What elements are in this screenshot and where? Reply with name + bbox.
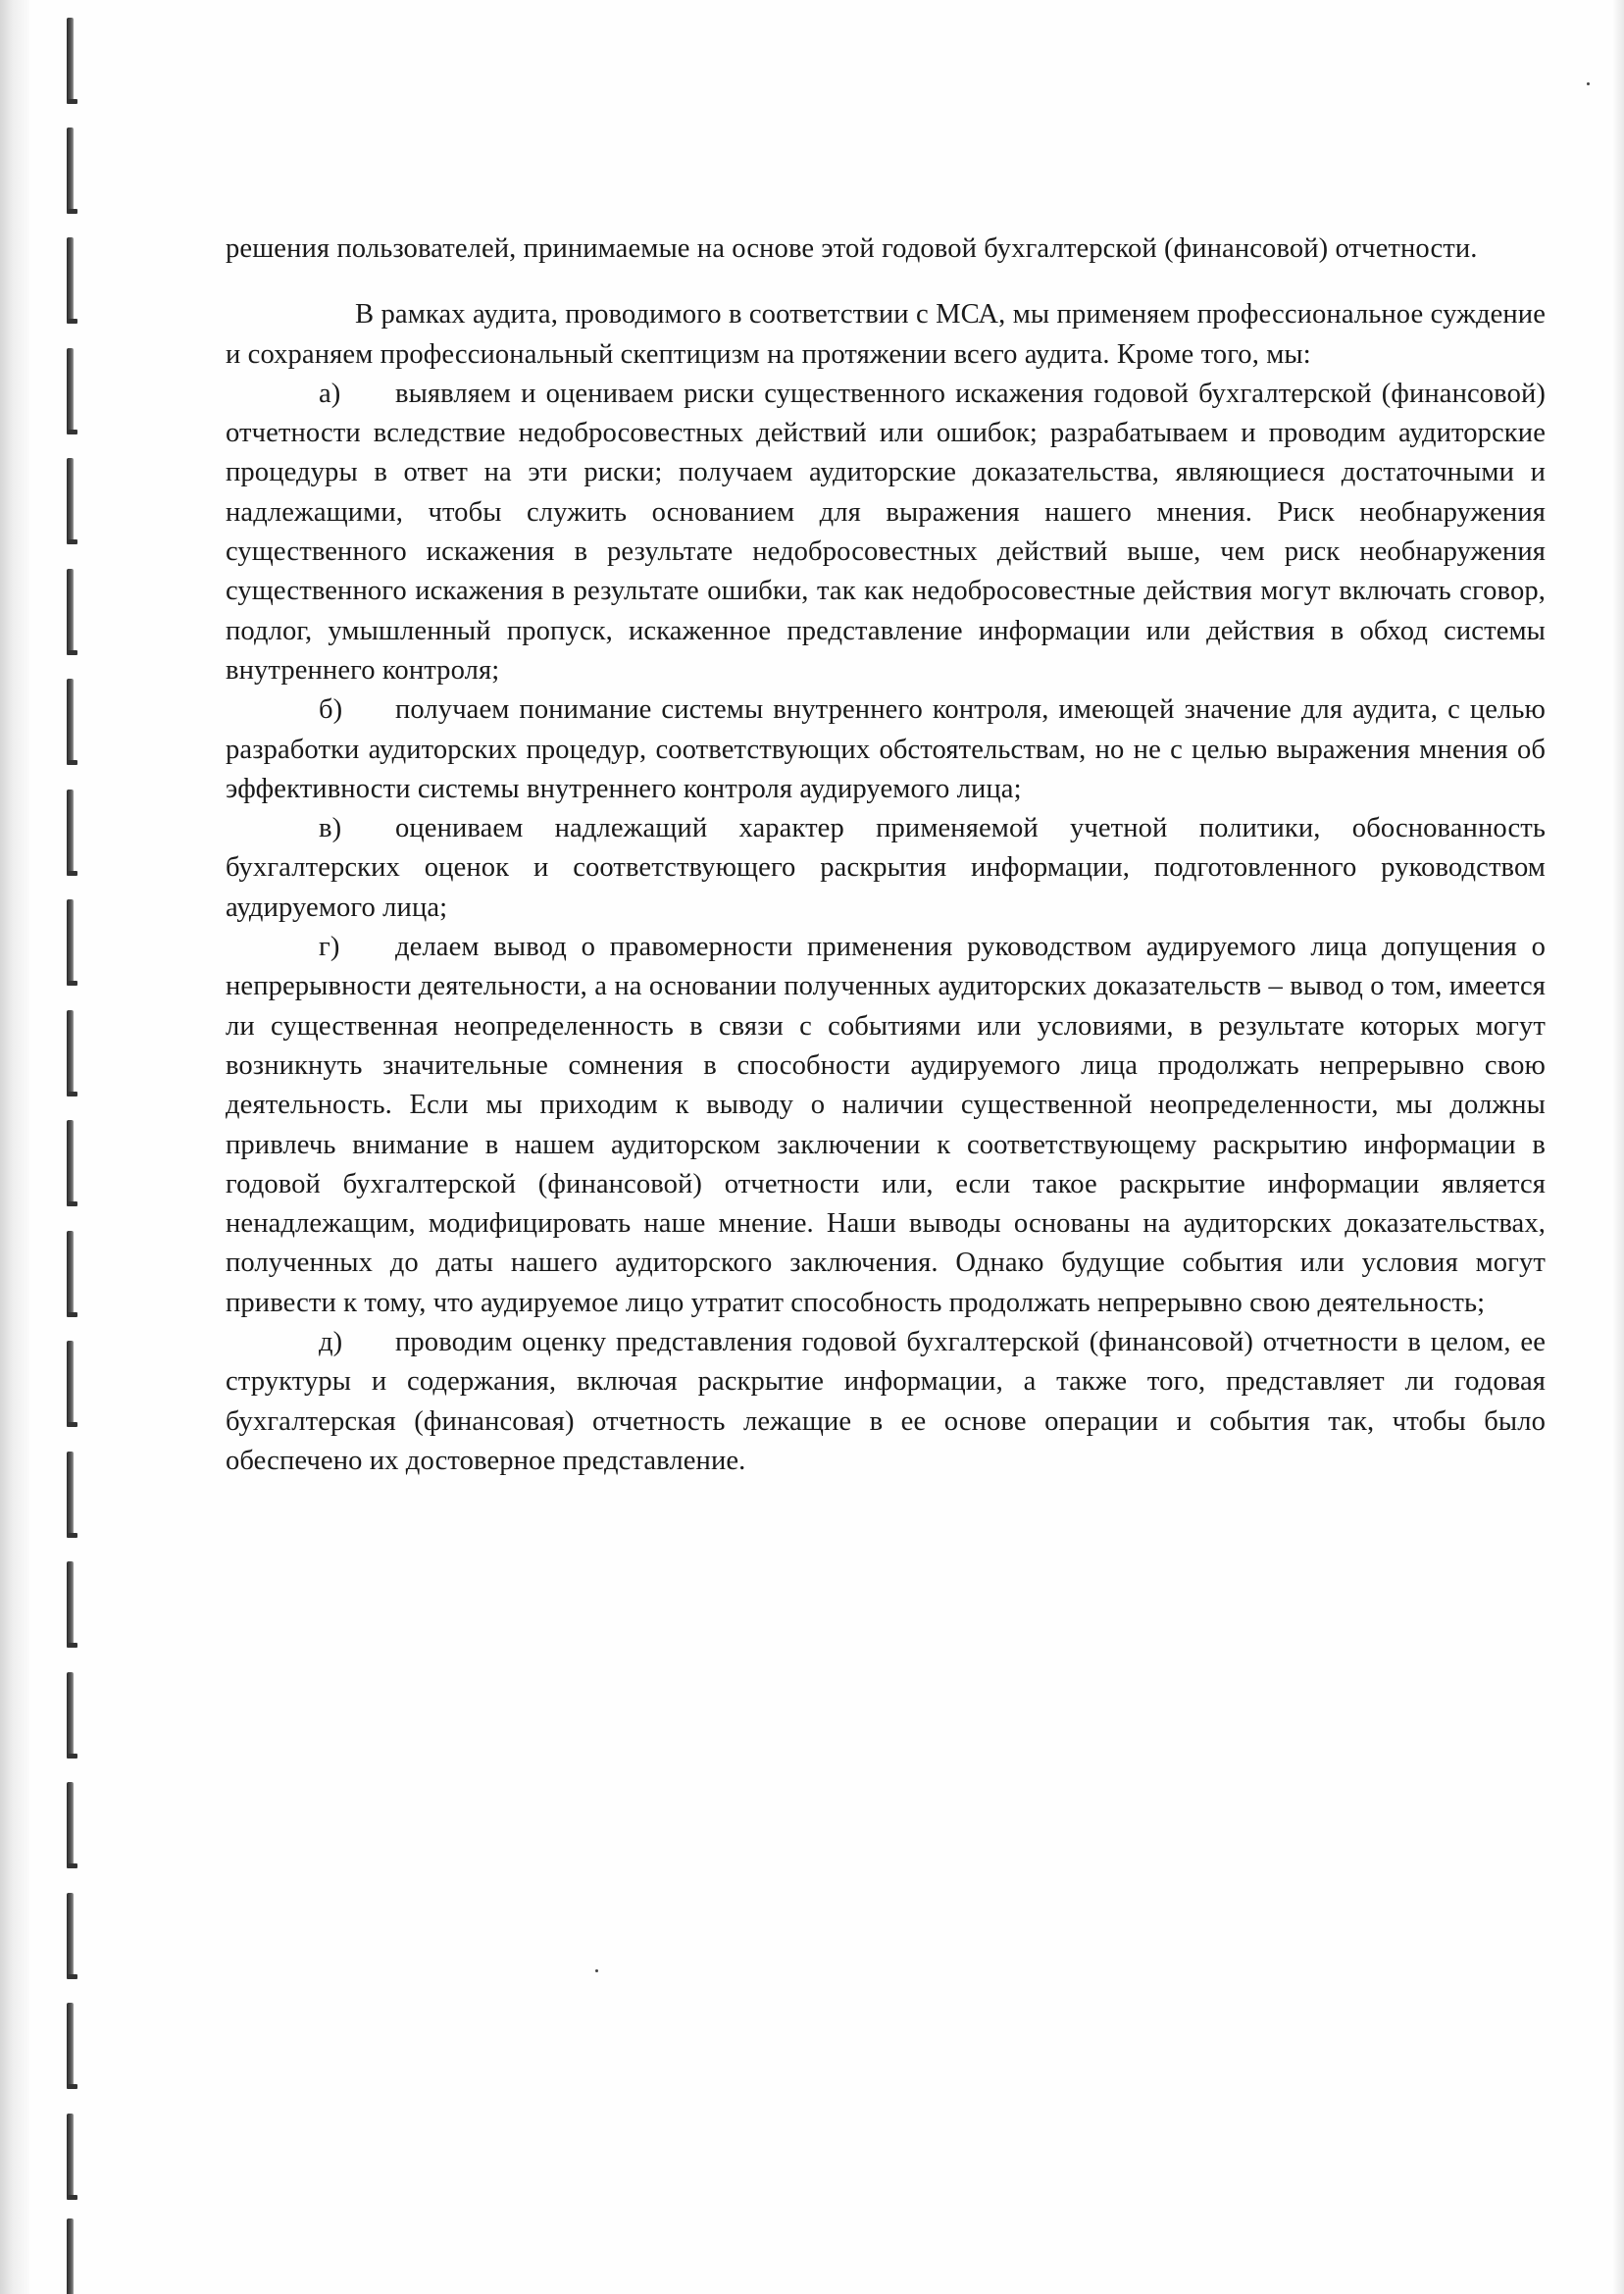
- list-item: [226, 809, 1546, 928]
- list-item-letter: а): [319, 378, 341, 409]
- binding-hole: [67, 1782, 74, 1866]
- list-item: [226, 1323, 1546, 1481]
- binding-hole: [67, 899, 74, 984]
- list-item-text: выявляем и оцениваем риски существенного искажения годовой бухгалтерской (финансовой) отчетности вследствие недобросовестных действий или ошибок; разрабатываем и проводим аудиторские процедуры в ответ на эти риски; получаем аудиторские доказательства, являющиеся достаточными и надлежащими, чтобы служить основанием для выражения нашего мнения. Риск необнаружения существенного искажения в результате недобросовестных действий выше, чем риск необнаружения существенного искажения в результате ошибки, так как недобросовестные действия могут включать сговор, подлог, умышленный пропуск, искаженное представление информации или действия в обход системы внутреннего контроля;: [226, 378, 1546, 686]
- binding-hole: [67, 679, 74, 763]
- list-item: [226, 928, 1546, 1323]
- scan-speck: [1587, 82, 1590, 85]
- binding-hole: [67, 790, 74, 874]
- binding-hole: [67, 1672, 74, 1757]
- list-item-text: оцениваем надлежащий характер применяемой учетной политики, обоснованность бухгалтерских оценок и соответствующего раскрытия информации, подготовленного руководством аудируемого лица;: [226, 813, 1546, 923]
- list-item: [226, 690, 1546, 809]
- binding-hole: [67, 2114, 74, 2198]
- page-right-edge: [1612, 0, 1624, 2294]
- list-item-letter: в): [319, 813, 342, 844]
- scan-speck: [595, 1969, 598, 1972]
- binding-hole: [67, 1010, 74, 1095]
- binding-hole: [67, 2003, 74, 2087]
- list-item-letter: г): [319, 932, 340, 963]
- list-item-text: получаем понимание системы внутреннего контроля, имеющей значение для аудита, с целью разработки аудиторских процедур, соответствующих обстоятельствам, но не с целью выражения мнения об эффективности системы внутреннего контроля аудируемого лица;: [226, 694, 1546, 804]
- list-item-letter: д): [319, 1327, 343, 1358]
- binding-holes: [67, 0, 82, 2294]
- list-item-text: делаем вывод о правомерности применения руководством аудируемого лица допущения о непрерывности деятельности, а на основании полученных аудиторских доказательств – вывод о том, имеется ли существенная неопределенность в связи с событиями или условиями, в результате которых могут возникнуть значительные сомнения в способности аудируемого лица продолжать непрерывно свою деятельность. Если мы приходим к выводу о наличии существенной неопределенности, мы должны привлечь внимание в нашем аудиторском заключении к соответствующему раскрытию информации в годовой бухгалтерской (финансовой) отчетности или, если такое раскрытие информации является ненадлежащим, модифицировать наше мнение. Наши выводы основаны на аудиторских доказательствах, полученных до даты нашего аудиторского заключения. Однако будущие события или условия могут привести к тому, что аудируемое лицо утратит способность продолжать непрерывно свою деятельность;: [226, 932, 1546, 1318]
- binding-hole: [67, 2218, 74, 2294]
- list-item: [226, 375, 1546, 690]
- list-item-letter: б): [319, 694, 343, 726]
- intro-paragraph: решения пользователей, принимаемые на основе этой годовой бухгалтерской (финансовой) отчетности.: [226, 233, 1478, 264]
- binding-hole: [67, 348, 74, 433]
- binding-hole: [67, 127, 74, 212]
- list-item-text: проводим оценку представления годовой бухгалтерской (финансовой) отчетности в целом, ее структуры и содержания, включая раскрытие информации, а также того, представляет ли годовая бухгалтерская (финансовая) отчетность лежащие в ее основе операции и события так, чтобы было обеспечено их достоверное представление.: [226, 1327, 1546, 1476]
- binding-hole: [67, 1120, 74, 1204]
- binding-hole: [67, 18, 74, 102]
- binding-hole: [67, 458, 74, 542]
- binding-hole: [67, 569, 74, 653]
- binding-hole: [67, 1893, 74, 1977]
- audit-scope-paragraph: В рамках аудита, проводимого в соответствии с МСА, мы применяем профессиональное суждение и сохраняем профессиональный скептицизм на протяжении всего аудита. Кроме того, мы:: [226, 299, 1546, 370]
- binding-hole: [67, 1341, 74, 1425]
- binding-hole: [67, 237, 74, 322]
- document-body: [226, 229, 1546, 1481]
- binding-hole: [67, 1561, 74, 1646]
- binding-shadow: [0, 0, 29, 2294]
- binding-hole: [67, 1231, 74, 1315]
- binding-hole: [67, 1452, 74, 1536]
